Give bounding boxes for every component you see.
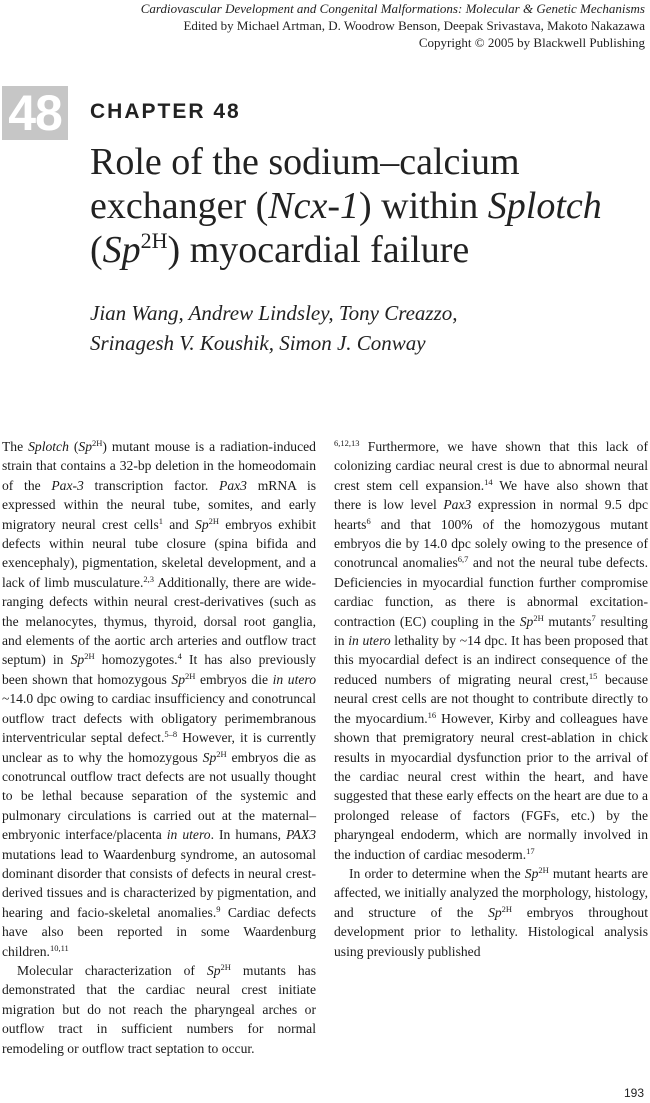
paragraph-analysis: In order to determine when the $Sp^{2H}$ mutant hearts are affected, we initially analyzed the morphology, histology, and structure of the $Sp^{2H}$ embryos throughout development prior to lethality. Histological analysis using previously published <box>334 864 648 959</box>
copyright-line: Copyright © 2005 by Blackwell Publishing <box>418 35 645 50</box>
author-list <box>90 298 630 358</box>
book-title: Cardiovascular Development and Congenital Malformations: Molecular & Genetic Mechanisms <box>140 1 645 16</box>
chapter-number-box: 48 <box>2 86 68 140</box>
paragraph-intro: The Splotch $(Sp^{2H})$ mutant mouse is a radiation-induced strain that contains a 32-bp deletion in the homeodomain of the Pax-3 transcription factor. Pax3 mRNA is expressed within the neural tube, somites, and early migratory neural crest cells$^1$ and $Sp^{2H}$ embryos exhibit defects within neural tube closure (spina bifida and exencephaly), pigmentation, skeletal development, and a lack of limb musculature.$^{2,3}$ Additionally, there are wide-ranging defects within neural crest-derivatives (such as the melanocytes, thymus, thyroid, dorsal root ganglia, and elements of the aortic arch arteries and outflow tract septum) in $Sp^{2H}$ homozygotes.$^4$ It has also previously been shown that homozygous $Sp^{2H}$ embryos die in utero ~14.0 dpc owing to cardiac insufficiency and conotruncal outflow tract defects with obligatory perimembranous interventricular septal defect.$^{5-8}$ However, it is currently unclear as to why the homozygous $Sp^{2H}$ embryos die as conotruncal outflow tract defects are not usually thought to be lethal because separation of the systemic and pulmonary circulations is carried out at the maternal–embryonic interface/placenta in utero. In humans, PAX3 mutations lead to Waardenburg syndrome, an autosomal dominant disorder that consists of defects in neural crest-derived tissues and is characterized by pigmentation, and hearing and facio-skeletal anomalies.$^9$ Cardiac defects have also been reported in some Waardenburg children.$^{10,11}$ <box>2 438 317 959</box>
page-number: 193 <box>623 1086 644 1100</box>
author-line: Srinagesh V. Koushik, Simon J. Conway <box>90 331 426 355</box>
editors-line: Edited by Michael Artman, D. Woodrow Benson, Deepak Srivastava, Makoto Nakazawa <box>183 18 645 33</box>
author-line: Jian Wang, Andrew Lindsley, Tony Creazzo, <box>90 301 458 325</box>
body-column-left <box>2 437 316 1058</box>
paragraph-molecular-a: Molecular characterization of $Sp^{2H}$ mutants has demonstrated that the cardiac neural crest initiate migration but do not reach the pharyngeal arches or outflow tract in sufficient numbers for normal remodeling or outflow tract septation to occur. <box>2 961 317 1056</box>
chapter-title: Role of the sodium–calcium exchanger (Ncx-1) within Splotch $(Sp^{2H})$ myocardial failure <box>90 141 602 271</box>
body-column-right <box>334 437 648 961</box>
paragraph-molecular-b: $^{6,12,13}$ Furthermore, we have shown that this lack of colonizing cardiac neural crest is due to abnormal neural crest stem cell expansion.$^{14}$ We have also shown that there is low level Pax3 expression in normal 9.5 dpc hearts$^6$ and that 100% of the homozygous mutant embryos die by 14.0 dpc solely owing to the presence of conotruncal anomalies$^{6,7}$ and not the neural tube defects. Deficiencies in myocardial function further compromise cardiac function, as there is abnormal excitation-contraction (EC) coupling in the $Sp^{2H}$ mutants$^7$ resulting in in utero lethality by ~14 dpc. It has been proposed that this myocardial defect is an indirect consequence of the reduced numbers of migrating neural crest,$^{15}$ because neural crest cells are not thought to contribute directly to the myocardium.$^{16}$ However, Kirby and colleagues have shown that premigratory neural crest-ablation in chick results in myocardial dysfunction prior to the arrival of the cardiac neural crest within the heart, and have suggested that these early effects on the heart are due to a prolonged release of factors (FGFs, etc.) by the pharyngeal endoderm, which are normally involved in the induction of cardiac mesoderm.$^{17}$ <box>334 438 648 862</box>
running-header <box>5 0 645 51</box>
chapter-label: CHAPTER 48 <box>90 100 241 123</box>
